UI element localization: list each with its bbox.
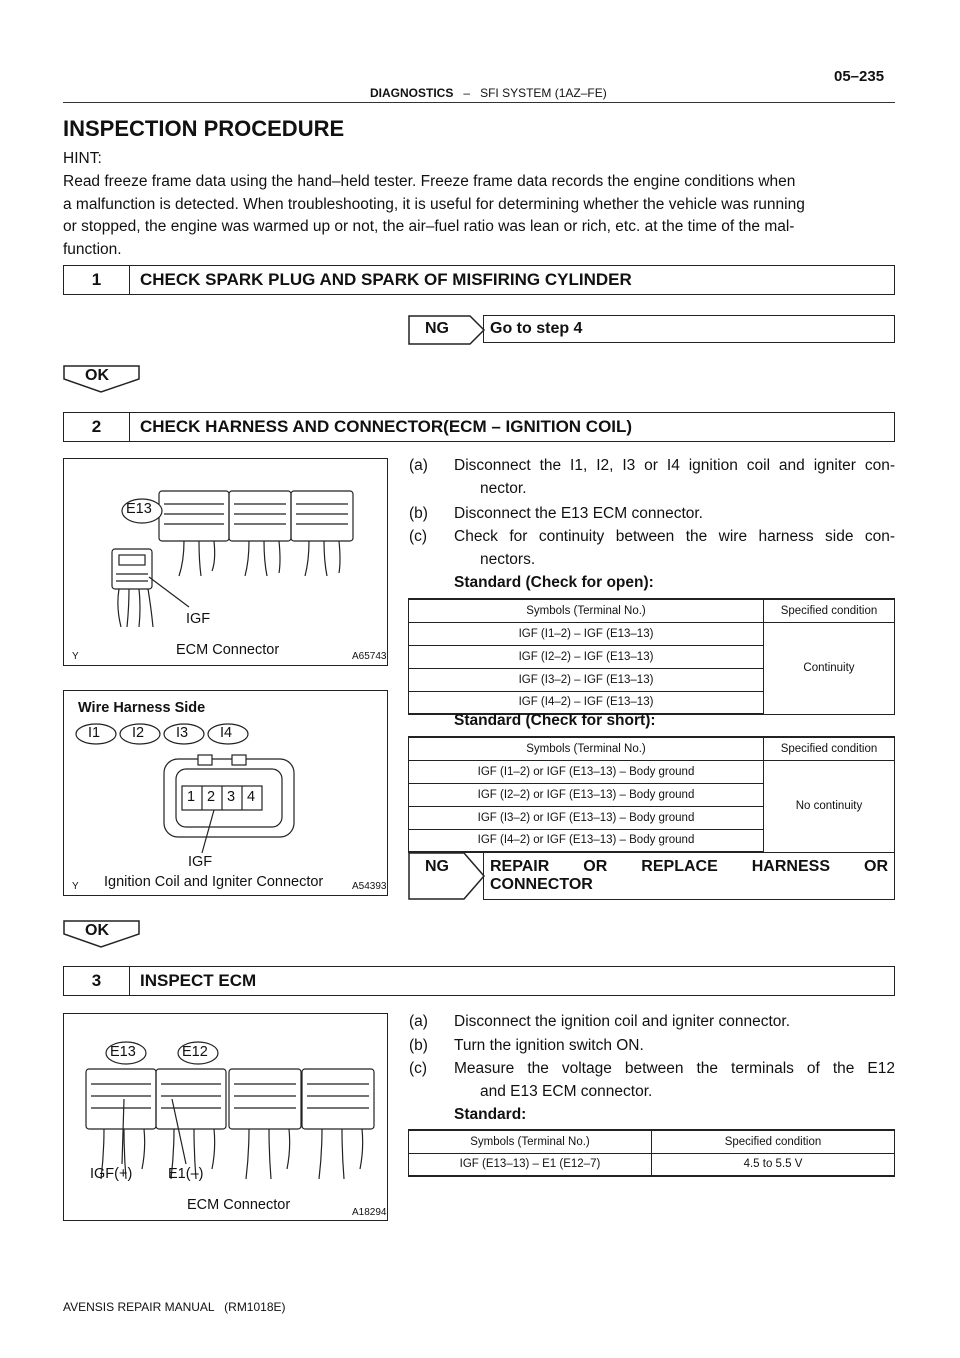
- step3-c-line2: and E13 ECM connector.: [480, 1083, 653, 1100]
- ng-action-line1: REPAIR OR REPLACE HARNESS OR: [490, 858, 888, 875]
- table-cell: IGF (I4–2) or IGF (E13–13) – Body ground: [409, 829, 764, 852]
- step2-a-line1: Disconnect the I1, I2, I3 or I4 ignition coil and igniter con-: [454, 457, 895, 474]
- step-3-header: [63, 966, 895, 996]
- figure-code: A65743: [352, 651, 387, 662]
- standard-label: Standard:: [454, 1106, 527, 1123]
- step-title: CHECK SPARK PLUG AND SPARK OF MISFIRING CYLINDER: [140, 270, 632, 289]
- table-cell: Continuity: [764, 622, 895, 714]
- step3-b: Turn the ignition switch ON.: [454, 1037, 644, 1054]
- ecm-connector-voltage-figure: [63, 1013, 388, 1221]
- connector-label-i2: I2: [132, 725, 145, 741]
- pin-label-igf: IGF: [188, 854, 213, 870]
- marker-a: (a): [409, 457, 428, 474]
- table-cell: IGF (I1–2) or IGF (E13–13) – Body ground: [409, 760, 764, 783]
- marker-a: (a): [409, 1013, 428, 1030]
- figure-caption: ECM Connector: [187, 1197, 291, 1213]
- pin-label-igf: IGF: [186, 611, 211, 627]
- header-separator: –: [463, 86, 471, 100]
- connector-label-e13: E13: [110, 1044, 136, 1060]
- step2-c-line2: nectors.: [480, 551, 536, 568]
- table-header: Symbols (Terminal No.): [409, 737, 764, 760]
- step-title: INSPECT ECM: [140, 971, 257, 990]
- repair-harness-box: [483, 852, 895, 900]
- ng-label: NG: [425, 320, 449, 337]
- standard-short-label: Standard (Check for short):: [454, 712, 656, 729]
- pin-label-igf-plus: IGF(+): [90, 1166, 133, 1182]
- ecm-connector-figure: [63, 458, 388, 666]
- pin-label-e1-minus: E1(–): [168, 1166, 204, 1182]
- header-section: DIAGNOSTICS: [370, 86, 454, 100]
- figure-caption: ECM Connector: [176, 642, 280, 658]
- step3-c-line1: Measure the voltage between the terminals of the E12: [454, 1060, 895, 1077]
- running-header: [370, 86, 607, 100]
- figure-caption: Ignition Coil and Igniter Connector: [104, 874, 324, 890]
- page-title: INSPECTION PROCEDURE: [63, 116, 345, 141]
- pin-number: 2: [207, 789, 216, 805]
- ng-action: Go to step 4: [490, 320, 583, 337]
- figure-code: A54393: [352, 881, 387, 892]
- step2-a-line2: nector.: [480, 480, 527, 497]
- footer: AVENSIS REPAIR MANUAL (RM1018E): [63, 1300, 286, 1314]
- pin-number: 3: [227, 789, 236, 805]
- table-header: Specified condition: [764, 737, 895, 760]
- step-number: 2: [64, 413, 130, 441]
- ok-label: OK: [85, 367, 109, 384]
- figure-y-mark: Y: [72, 651, 79, 662]
- pin-number: 1: [187, 789, 196, 805]
- marker-c: (c): [409, 1060, 428, 1077]
- hint-line: a malfunction is detected. When troubleshooting, it is useful for determining whether the vehicle was running: [63, 195, 805, 213]
- page-number: 05–235: [834, 68, 885, 85]
- marker-c: (c): [409, 528, 428, 545]
- step-title: CHECK HARNESS AND CONNECTOR(ECM – IGNITION COIL): [140, 417, 633, 436]
- header-rule: [63, 102, 895, 103]
- standard-open-label: Standard (Check for open):: [454, 574, 654, 591]
- ignition-coil-connector-drawing: [64, 691, 386, 894]
- connector-label-i1: I1: [88, 725, 101, 741]
- table-cell: 4.5 to 5.5 V: [652, 1153, 895, 1176]
- wire-harness-side-label: Wire Harness Side: [78, 700, 206, 716]
- step3-a: Disconnect the ignition coil and igniter connector.: [454, 1013, 791, 1030]
- hint-line: Read freeze frame data using the hand–held tester. Freeze frame data records the engine conditions when: [63, 173, 796, 190]
- step2-c-line1: Check for continuity between the wire harness side con-: [454, 528, 895, 545]
- connector-label-e13: E13: [126, 501, 152, 517]
- table-cell: IGF (I2–2) – IGF (E13–13): [409, 645, 764, 668]
- step-number: 1: [64, 266, 130, 294]
- hint-line: or stopped, the engine was warmed up or not, the air–fuel ratio was lean or rich, etc. at the time of the mal-: [63, 218, 795, 236]
- table-cell: IGF (E13–13) – E1 (E12–7): [409, 1153, 652, 1176]
- pin-number: 4: [247, 789, 256, 805]
- short-check-table: [408, 736, 895, 853]
- go-to-step-4-box: [483, 315, 895, 343]
- hint-text: [63, 171, 895, 262]
- hint-line: function.: [63, 241, 122, 259]
- table-cell: IGF (I3–2) or IGF (E13–13) – Body ground: [409, 806, 764, 829]
- figure-y-mark: Y: [72, 881, 79, 892]
- figure-code: A18294: [352, 1207, 387, 1218]
- table-cell: IGF (I3–2) – IGF (E13–13): [409, 668, 764, 691]
- table-cell: IGF (I1–2) – IGF (E13–13): [409, 622, 764, 645]
- step2-b: Disconnect the E13 ECM connector.: [454, 505, 703, 522]
- table-header: Specified condition: [652, 1130, 895, 1153]
- ecm-connector-drawing: [64, 459, 386, 664]
- header-system: SFI SYSTEM (1AZ–FE): [480, 86, 607, 100]
- connector-label-i3: I3: [176, 725, 189, 741]
- step-number: 3: [64, 967, 130, 995]
- marker-b: (b): [409, 505, 428, 522]
- table-cell: IGF (I4–2) – IGF (E13–13): [409, 691, 764, 714]
- connector-label-i4: I4: [220, 725, 233, 741]
- ok-label: OK: [85, 922, 109, 939]
- marker-b: (b): [409, 1037, 428, 1054]
- connector-label-e12: E12: [182, 1044, 208, 1060]
- open-check-table: [408, 598, 895, 715]
- ng-label: NG: [425, 858, 449, 875]
- ng-action-line2: CONNECTOR: [490, 876, 593, 893]
- table-header: Symbols (Terminal No.): [409, 1130, 652, 1153]
- table-cell: No continuity: [764, 760, 895, 852]
- table-header: Symbols (Terminal No.): [409, 599, 764, 622]
- step-2-header: [63, 412, 895, 442]
- step-1-header: [63, 265, 895, 295]
- ignition-coil-connector-figure: [63, 690, 388, 896]
- table-header: Specified condition: [764, 599, 895, 622]
- voltage-spec-table: [408, 1129, 895, 1177]
- table-cell: IGF (I2–2) or IGF (E13–13) – Body ground: [409, 783, 764, 806]
- hint-label: HINT:: [63, 150, 102, 167]
